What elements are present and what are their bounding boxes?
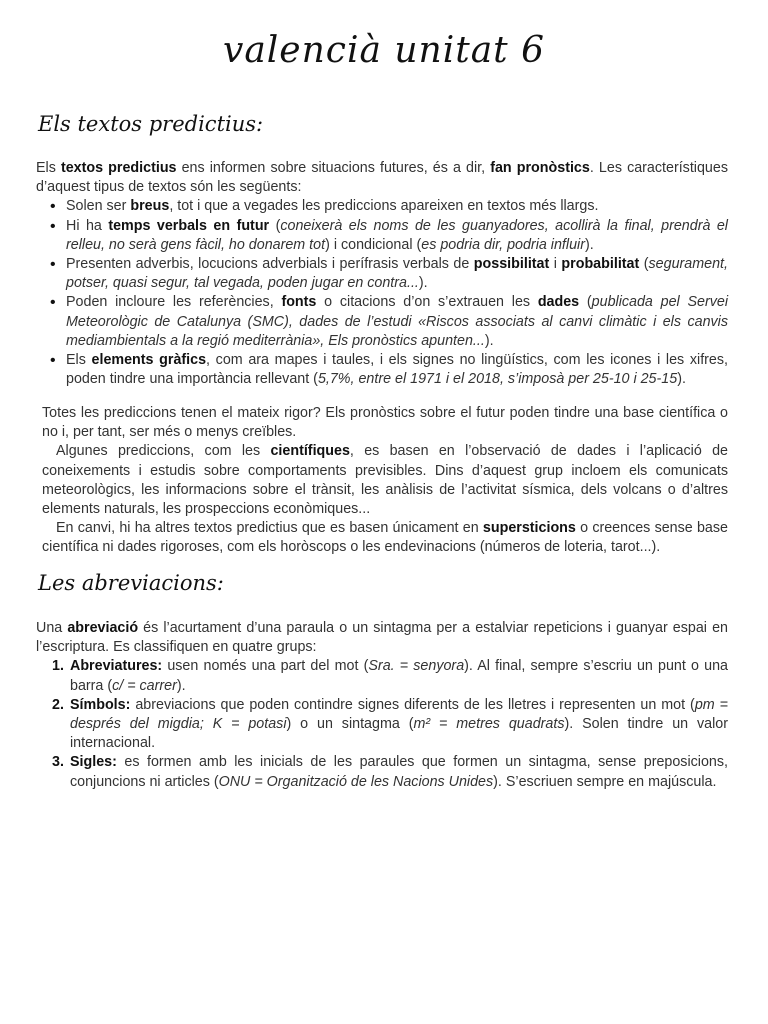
list-item-number: 2. <box>52 696 64 713</box>
list-item: • Solen ser breus, tot i que a vegades les prediccions apareixen en textos més llargs. <box>66 197 728 216</box>
section-heading-textos-predictius: Els textos predictius: <box>38 112 264 136</box>
list-item-number: 3. <box>52 754 64 771</box>
paragraph-supersticions: En canvi, hi ha altres textos predictius que es basen únicament en supersticions o creences sense base científica ni dades rigoroses, com els horòscops o les endevinacions (números de loteria, tarot...). <box>42 520 728 556</box>
page-title: valencià unitat 6 <box>222 30 545 71</box>
abreviacions-list <box>36 657 728 791</box>
abreviacio-intro: Una abreviació és l’acurtament d’una paraula o un sintagma per a estalviar repeticions i guanyar espai en l’escriptura. Es classifiquen en quatre grups: <box>36 620 728 656</box>
characteristics-list <box>36 197 728 389</box>
section-heading-abreviacions: Les abreviacions: <box>38 571 224 595</box>
list-item-text: Símbols: abreviacions que poden contindre signes diferents de les lletres i representen un mot (pm = després del migdia; K = potasi) o un sintagma (m² = metres quadrats). Solen tindre un valor internacional. <box>70 696 728 752</box>
intro-paragraph: Els textos predictius ens informen sobre situacions futures, és a dir, fan pronòstics. Les característiques d’aquest tipus de textos són les següents: <box>36 160 728 196</box>
list-item: • Presenten adverbis, locucions adverbials i perífrasis verbals de possibilitat i probabilitat (segurament, potser, quasi segur, tal vegada, poden jugar en contra...). <box>66 255 728 293</box>
list-item: • Hi ha temps verbals en futur (coneixerà els noms de les guanyadores, acollirà la final, prendrà el relleu, no serà gens fàcil, ho donarem tot) i condicional (es podria dir, podria influir). <box>66 217 728 255</box>
list-item-number: 1. <box>52 658 64 675</box>
list-item <box>52 753 728 791</box>
section-abreviacions-body <box>36 619 728 792</box>
list-item-text: Sigles: es formen amb les inicials de les paraules que formen un sintagma, sense preposicions, conjuncions ni articles (ONU = Organització de les Nacions Unides). S’escriuen sempre en majúscula. <box>70 754 728 790</box>
list-item <box>52 696 728 754</box>
section-textos-predictius-paragraphs <box>36 404 728 558</box>
section-textos-predictius-body <box>36 159 728 389</box>
list-item: • Poden incloure les referències, fonts o citacions d’on s’extrauen les dades (publicada pel Servei Meteorològic de Catalunya (SMC), dades de l’estudi «Riscos associats al canvi climàtic i els canvis mediambientals a la regió mediterrània», Els pronòstics apunten...). <box>66 293 728 351</box>
paragraph-cientifiques: Algunes prediccions, com les científiques, es basen en l’observació de dades i l’aplicació de coneixements i estudis sobre comportaments previsibles. Dins d’aquest grup incloem els comunicats meteorològics, les informacions sobre el trànsit, les anàlisis de l’activitat sísmica, dels volcans o d’altres elements naturals, les prospeccions econòmiques... <box>42 443 728 518</box>
list-item: • Els elements gràfics, com ara mapes i taules, i els signes no lingüístics, com les icones i les xifres, poden tindre una importància rellevant (5,7%, entre el 1971 i el 2018, s’imposà per 25-10 i 25-15). <box>66 351 728 389</box>
list-item <box>52 657 728 695</box>
list-item-text: Abreviatures: usen només una part del mot (Sra. = senyora). Al final, sempre s’escriu un punt o una barra (c/ = carrer). <box>70 658 728 694</box>
paragraph-rigor: Totes les prediccions tenen el mateix rigor? Els pronòstics sobre el futur poden tindre una base científica o no i, per tant, ser més o menys creïbles. <box>42 405 728 441</box>
